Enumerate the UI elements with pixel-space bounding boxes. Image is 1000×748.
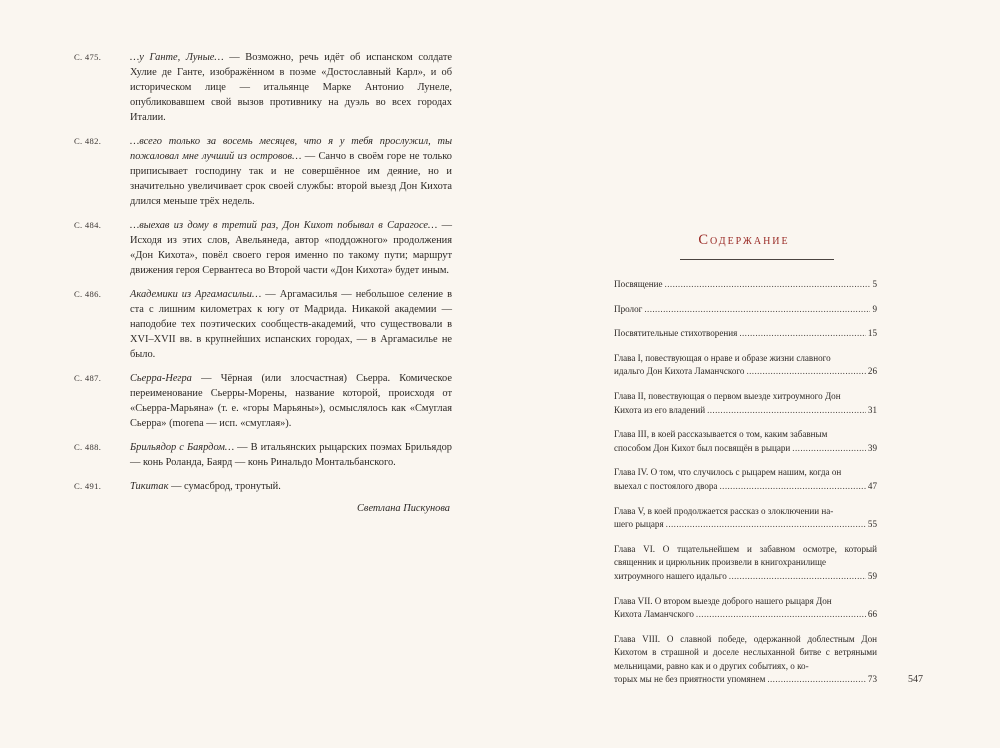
note-lemma: …выехав из дому в третий раз, Дон Кихот побывал в Сарагосе… [130, 220, 438, 231]
author-signature: Светлана Пискунова [357, 503, 450, 514]
note-lemma: …у Ганте, Луные… [130, 52, 224, 63]
dot-leader [729, 570, 866, 584]
toc-entry-head: Глава II, повествующая о первом выезде хитроумного Дон [614, 390, 841, 401]
toc-entry-head: Глава IV. О том, что случилось с рыцарем нашим, когда он [614, 467, 842, 478]
toc-entry-head: Глава VIII. О славной победе, одержанной доблестным Дон Кихотом в страшной и доселе неслыханной битве с ветряными мельницами, равно как и о других событиях, о ко- [614, 633, 877, 671]
toc-entry-title: Пролог [614, 303, 643, 314]
toc-entry-line [614, 442, 877, 456]
toc-entry-line [614, 404, 877, 418]
table-of-contents [614, 278, 877, 698]
note-text [130, 218, 452, 278]
note-text [130, 440, 452, 470]
toc-entry[interactable] [614, 466, 877, 493]
toc-entry[interactable] [614, 327, 877, 341]
toc-entry-line [614, 278, 877, 292]
toc-page-number: 5 [872, 279, 877, 289]
toc-entry-title: хитроумного нашего идальго [614, 570, 727, 581]
toc-entry[interactable] [614, 428, 877, 455]
note-lemma: Сьерра-Негра [130, 373, 192, 384]
toc-entry-line [614, 570, 877, 584]
note-item [74, 218, 452, 278]
toc-entry-title: Посвящение [614, 279, 663, 289]
toc-entry-title: Кихота из его владений [614, 404, 706, 415]
note-text [130, 479, 452, 494]
toc-page-number: 55 [867, 519, 877, 530]
dot-leader [792, 442, 866, 456]
dot-leader [719, 480, 865, 494]
page-number: 547 [908, 674, 923, 685]
toc-entry[interactable] [614, 390, 877, 417]
toc-entry-head: Глава V, в коей продолжается рассказ о злоключении на- [614, 505, 834, 516]
toc-entry-line [614, 673, 877, 687]
toc-page-number: 15 [867, 328, 877, 339]
dot-leader [746, 365, 865, 379]
toc-entry-line [614, 327, 877, 341]
note-comment: — Возможно, речь идёт об испанском солдате Хулие де Ганте, изображённом в поэме «Достославный Карл», и об историческом лице — итальянце Марке Антонио Лунеле, опубликовавшем свой вызов противнику на дуэль во всех городах Италии. [130, 52, 452, 123]
toc-page-number: 31 [867, 404, 877, 415]
note-page-ref: С. 488. [74, 442, 102, 452]
toc-entry-title: шего рыцаря [614, 519, 664, 530]
note-comment: — Исходя из этих слов, Авельянеда, автор «поддожного» продолжения «Дон Кихота», повёл своего героя именно по такому пути; маршрут движения героя Сервантеса во Второй части «Дон Кихота» будет иным. [130, 220, 452, 276]
note-text [130, 134, 452, 209]
toc-entry-title: способом Дон Кихот был посвящён в рыцари [614, 442, 791, 453]
note-item [74, 440, 452, 470]
toc-entry-line [614, 480, 877, 494]
note-comment: — В итальянских рыцарских поэмах Брильядор — конь Роланда, Баярд — конь Ринальдо Монтальбанского. [130, 442, 452, 468]
note-lemma: …всего только за восемь месяцев, что я у тебя прослужил, ты пожаловал мне лучший из островов… [130, 136, 452, 162]
toc-entry[interactable] [614, 303, 877, 317]
title-divider [680, 259, 834, 260]
toc-entry-title: Посвятительные стихотворения [614, 328, 738, 339]
note-item [74, 479, 452, 494]
toc-page-number: 59 [867, 570, 877, 581]
note-item [74, 50, 452, 125]
toc-entry-head: Глава I, повествующая о нраве и образе жизни славного [614, 352, 831, 363]
note-lemma: Тикитак [130, 481, 169, 492]
note-item [74, 134, 452, 209]
toc-page-number: 73 [867, 674, 877, 685]
toc-entry[interactable] [614, 633, 877, 687]
dot-leader [767, 673, 866, 687]
toc-entry-line [614, 608, 877, 622]
toc-entry-title: выехал с постоялого двора [614, 480, 718, 491]
toc-entry[interactable] [614, 352, 877, 379]
toc-entry[interactable] [614, 278, 877, 292]
toc-entry-head: Глава III, в коей рассказывается о том, каким забавным [614, 429, 828, 440]
note-comment: — сумасброд, тронутый. [168, 481, 281, 492]
toc-page-number: 39 [867, 442, 877, 453]
note-item [74, 371, 452, 431]
toc-entry[interactable] [614, 505, 877, 532]
note-page-ref: С. 487. [74, 373, 102, 383]
toc-entry-title: Кихота Ламанчского [614, 609, 694, 620]
note-text [130, 50, 452, 125]
note-page-ref: С. 486. [74, 289, 102, 299]
note-comment: — Чёрная (или злосчастная) Сьерра. Комическое переименование Сьерры-Морены, название которой, происходя от «Сьерра-Марьяна» (т. е. «горы Марьяны»), осмыслялось как «Смуглая Сьерра» (morena — исп. «смуглая»). [130, 373, 452, 429]
toc-entry[interactable] [614, 543, 877, 584]
toc-entry-line [614, 518, 877, 532]
toc-page-number: 66 [867, 609, 877, 620]
note-comment: — Аргамасилья — небольшое селение в ста с лишним километрах к югу от Мадрида. Никакой академии — наподобие тех поэтических сообществ-академий, что существовали в XVI–XVII вв. в крупнейших испанских городах, — в Аргамасилье не было. [130, 289, 452, 360]
contents-title: Содержание [698, 232, 790, 248]
toc-page-number: 26 [867, 366, 877, 377]
note-lemma: Академики из Аргамасильи… [130, 289, 262, 300]
note-lemma: Брильядор с Баярдом… [130, 442, 235, 453]
dot-leader [696, 608, 866, 622]
notes-section [74, 50, 452, 514]
dot-leader [739, 327, 866, 341]
dot-leader [644, 303, 870, 317]
note-item [74, 287, 452, 362]
dot-leader [666, 518, 866, 532]
dot-leader [707, 404, 866, 418]
toc-entry-line [614, 365, 877, 379]
toc-entry-line [614, 303, 877, 317]
note-page-ref: С. 475. [74, 52, 102, 62]
toc-entry-head: Глава VII. О втором выезде доброго нашего рыцаря Дон [614, 595, 832, 606]
note-comment: — Санчо в своём горе не только приписывает господину так и не совершённое им деяние, но и значительно увеличивает срок своей службы: второй выезд Дон Кихота длился меньше трёх недель. [130, 151, 452, 207]
note-text [130, 371, 452, 431]
dot-leader [665, 278, 871, 292]
note-page-ref: С. 491. [74, 481, 102, 491]
toc-entry-title: идальго Дон Кихота Ламанчского [614, 366, 745, 377]
toc-page-number: 47 [867, 480, 877, 491]
toc-entry-title: торых мы не без приятности упомянем [614, 674, 766, 685]
toc-entry[interactable] [614, 595, 877, 622]
note-page-ref: С. 484. [74, 220, 102, 230]
toc-page-number: 9 [872, 303, 877, 314]
note-page-ref: С. 482. [74, 136, 102, 146]
note-text [130, 287, 452, 362]
toc-entry-head: Глава VI. О тщательнейшем и забавном осмотре, который священник и цирюльник произвели в книгохранилище [614, 543, 877, 568]
